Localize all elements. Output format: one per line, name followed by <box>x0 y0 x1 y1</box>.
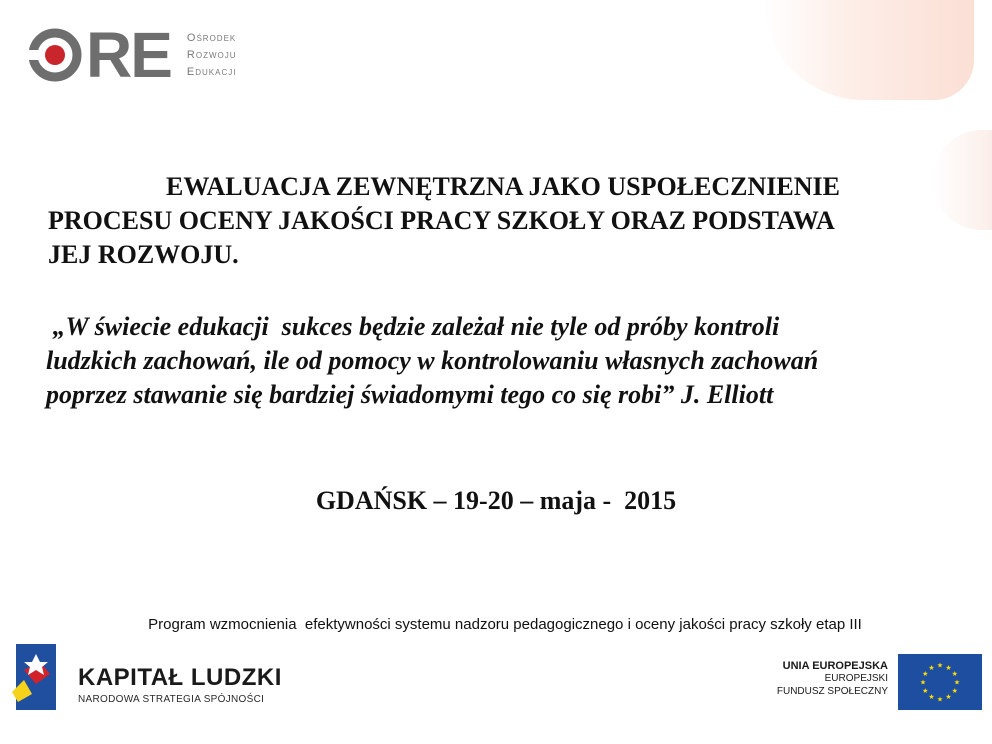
eu-star-icon: ★ <box>945 693 952 702</box>
quote-line-3: poprzez stawanie się bardziej świadomymi tego co się robi” J. Elliott <box>46 380 774 409</box>
eu-fund-line-2: FUNDUSZ SPOŁECZNY <box>776 686 888 697</box>
title-line-2: PROCESU OCENY JAKOŚCI PRACY SZKOŁY ORAZ PODSTAWA <box>48 206 835 235</box>
kapital-ludzki-logo-icon <box>10 640 62 716</box>
eu-star-icon: ★ <box>922 687 929 695</box>
quote-line-1: „W świecie edukacji sukces będzie zależał nie tyle od próby kontroli <box>46 312 780 341</box>
quote <box>46 310 956 412</box>
eu-star-icon: ★ <box>936 695 944 704</box>
kapital-ludzki-text <box>78 664 282 705</box>
ore-name-line-1: Ośrodek <box>186 31 237 44</box>
program-name: Program wzmocnienia efektywności systemu nadzoru pedagogicznego i oceny jakości pracy szkoły etap III <box>148 616 862 633</box>
ore-o-icon <box>26 26 84 84</box>
ore-logo <box>26 19 237 91</box>
eu-star-icon: ★ <box>936 661 944 670</box>
ore-name-line-2: Rozwoju <box>186 48 237 61</box>
ore-name-line-3: Edukacji <box>186 65 237 78</box>
decorative-arc <box>764 0 974 100</box>
eu-fund-line-1: EUROPEJSKI <box>824 673 888 684</box>
eu-star-icon: ★ <box>953 678 961 687</box>
eu-star-icon: ★ <box>919 678 927 687</box>
ore-full-name <box>187 30 237 81</box>
kapital-ludzki-title: KAPITAŁ LUDZKI <box>78 664 282 691</box>
eu-text <box>777 660 888 698</box>
eu-star-icon: ★ <box>922 670 929 678</box>
eu-title: UNIA EUROPEJSKA <box>782 660 888 672</box>
slide-title <box>48 170 958 272</box>
title-line-3: JEJ ROZWOJU. <box>48 240 239 269</box>
eu-star-icon: ★ <box>945 663 952 672</box>
eu-star-icon: ★ <box>928 693 935 702</box>
eu-flag-icon <box>898 654 982 710</box>
ore-logo-letters: RE <box>86 19 171 91</box>
eu-star-icon: ★ <box>951 670 958 678</box>
place-date: GDAŃSK – 19-20 – maja - 2015 <box>315 486 677 515</box>
eu-star-icon: ★ <box>951 687 958 695</box>
title-line-1: EWALUACJA ZEWNĘTRZNA JAKO USPOŁECZNIENIE <box>166 172 840 201</box>
kapital-ludzki-subtitle: NARODOWA STRATEGIA SPÓJNOŚCI <box>78 694 265 705</box>
quote-line-2: ludzkich zachowań, ile od pomocy w kontrolowaniu własnych zachowań <box>46 346 819 375</box>
eu-star-icon: ★ <box>928 663 935 672</box>
